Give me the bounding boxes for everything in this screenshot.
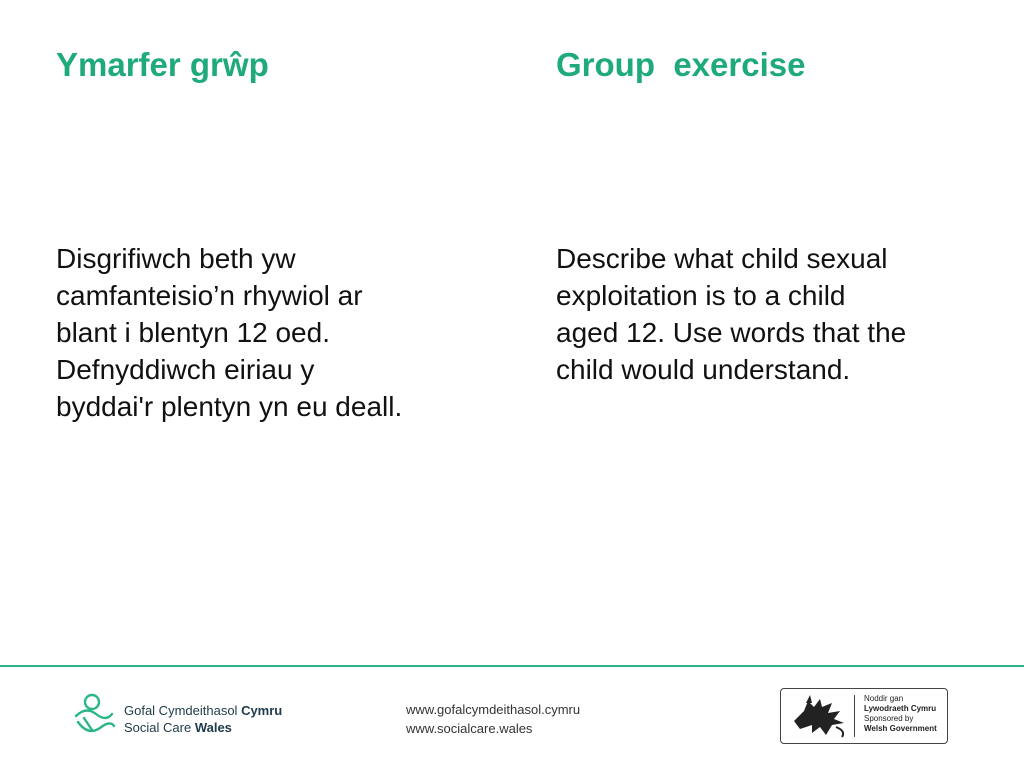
title-welsh: Ymarfer grŵp: [56, 46, 269, 83]
logo-line2-regular: Social Care: [124, 720, 195, 735]
welsh-government-logo: [780, 688, 948, 744]
logo-line2-bold: Wales: [194, 720, 232, 735]
wg-line1: Noddir gan: [864, 694, 904, 703]
social-care-wales-logo: [72, 690, 312, 740]
logo-line1-regular: Gofal Cymdeithasol: [124, 703, 242, 718]
footer-urls: [406, 700, 580, 738]
body-text-english: Describe what child sexual exploitation is to a child aged 12. Use words that the child would understand.: [556, 243, 907, 385]
wg-line3: Sponsored by: [864, 714, 914, 723]
footer-divider: [0, 665, 1024, 667]
logo-line1-bold: Cymru: [241, 703, 283, 718]
title-english: Group exercise: [556, 46, 806, 83]
body-text-welsh: Disgrifiwch beth yw camfanteisio’n rhywiol ar blant i blentyn 12 oed. Defnyddiwch eiriau y byddai'r plentyn yn eu deall.: [56, 243, 403, 422]
social-care-wales-icon: [72, 692, 118, 738]
logo-separator: [854, 695, 855, 737]
wg-line4: Welsh Government: [864, 724, 937, 733]
wg-line2: Lywodraeth Cymru: [864, 704, 937, 713]
url-welsh[interactable]: www.gofalcymdeithasol.cymru: [406, 702, 581, 717]
url-english[interactable]: www.socialcare.wales: [406, 721, 533, 736]
welsh-dragon-icon: [786, 691, 852, 741]
